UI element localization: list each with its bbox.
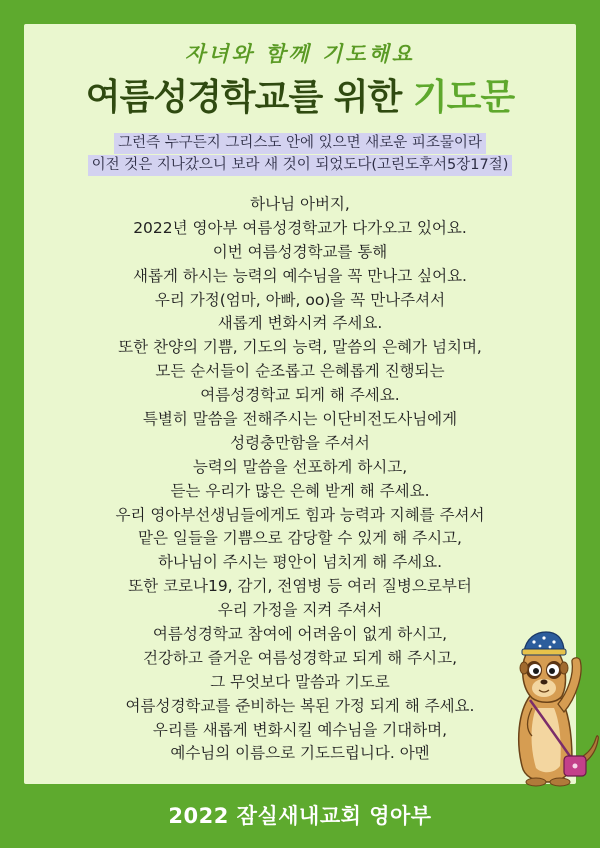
verse-line-1: 그런즉 누구든지 그리스도 안에 있으면 새로운 피조물이라 — [114, 133, 486, 154]
prayer-line: 여름성경학교를 준비하는 복된 가정 되게 해 주세요. — [125, 696, 475, 715]
verse-line-2: 이전 것은 지나갔으니 보라 새 것이 되었도다(고린도후서5장17절) — [88, 155, 513, 176]
prayer-line: 하나님 아버지, — [250, 195, 350, 213]
prayer-line: 예수님의 이름으로 기도드립니다. 아멘 — [170, 744, 430, 763]
prayer-line: 새롭게 하시는 능력의 예수님을 꼭 만나고 싶어요. — [133, 266, 467, 285]
prayer-line: 우리 영아부선생님들에게도 힘과 능력과 지혜를 주셔서 — [115, 505, 485, 524]
subtitle: 자녀와 함께 기도해요 — [184, 41, 416, 66]
title-main: 여름성경학교를 위한 — [85, 77, 413, 118]
footer-church-name: 2022 잠실새내교회 영아부 — [168, 804, 432, 828]
prayer-line: 능력의 말씀을 선포하게 하시고, — [192, 457, 408, 476]
prayer-line: 모든 순서들이 순조롭고 은혜롭게 진행되는 — [155, 362, 445, 381]
prayer-line: 새롭게 변화시켜 주세요. — [217, 314, 383, 333]
title-accent: 기도문 — [412, 77, 515, 118]
prayer-line: 2022년 영아부 여름성경학교가 다가오고 있어요. — [133, 218, 467, 237]
prayer-line: 우리 가정을 지켜 주셔서 — [217, 601, 383, 620]
prayer-line: 특별히 말씀을 전해주시는 이단비전도사님에게 — [142, 410, 458, 429]
prayer-line: 여름성경학교 되게 해 주세요. — [200, 386, 400, 405]
bible-verse — [24, 132, 576, 176]
prayer-line: 맡은 일들을 기쁨으로 감당할 수 있게 해 주시고, — [138, 529, 462, 548]
prayer-line: 여름성경학교 참여에 어려움이 없게 하시고, — [152, 625, 448, 644]
prayer-card — [24, 24, 576, 784]
prayer-line: 그 무엇보다 말씀과 기도로 — [210, 672, 390, 691]
prayer-line: 듣는 우리가 많은 은혜 받게 해 주세요. — [170, 481, 430, 500]
prayer-line: 또한 찬양의 기쁨, 기도의 능력, 말씀의 은혜가 넘치며, — [118, 338, 482, 357]
prayer-line: 우리를 새롭게 변화시킬 예수님을 기대하며, — [152, 720, 448, 739]
prayer-line: 성령충만함을 주셔서 — [230, 433, 370, 452]
prayer-text — [24, 193, 576, 766]
prayer-line: 하나님이 주시는 평안이 넘치게 해 주세요. — [157, 553, 443, 572]
prayer-line: 건강하고 즐거운 여름성경학교 되게 해 주시고, — [142, 648, 458, 667]
prayer-line: 이번 여름성경학교를 통해 — [212, 242, 388, 261]
meerkat-illustration-icon — [500, 612, 600, 788]
page-title — [24, 74, 576, 122]
prayer-line: 우리 가정(엄마, 아빠, oo)을 꼭 만나주셔서 — [154, 290, 446, 309]
prayer-line: 또한 코로나19, 감기, 전염병 등 여러 질병으로부터 — [128, 577, 472, 596]
